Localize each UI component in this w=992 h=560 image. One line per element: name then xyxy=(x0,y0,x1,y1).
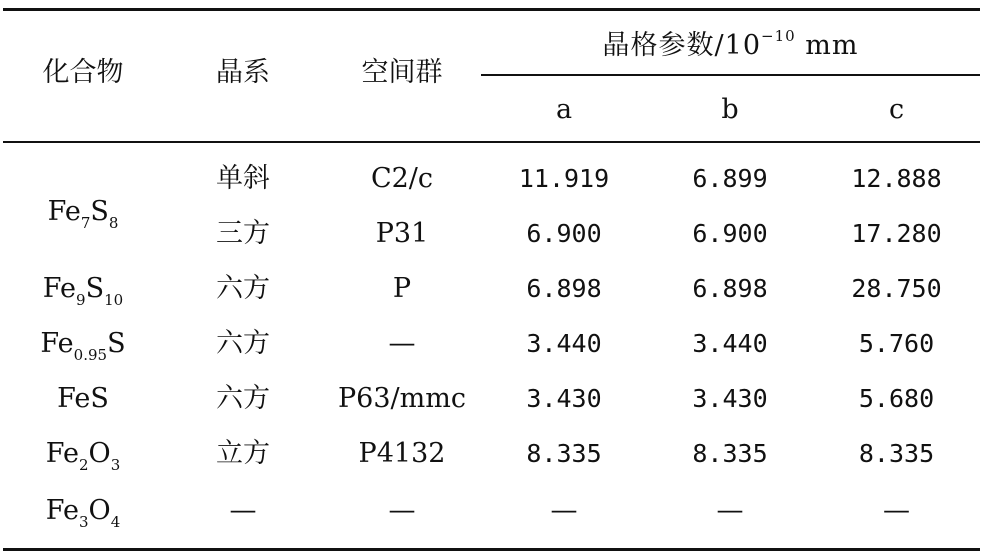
a-cell: 11.919 xyxy=(518,164,610,193)
space-group-cell: — xyxy=(388,328,416,359)
header-a: a xyxy=(555,94,573,125)
lattice-prefix: 晶格参数/10 xyxy=(602,30,761,61)
system-cell: 立方 xyxy=(216,438,270,469)
b-cell: 6.900 xyxy=(692,219,768,248)
b-cell: — xyxy=(716,495,744,526)
a-cell: 6.898 xyxy=(526,274,602,303)
system-cell: 六方 xyxy=(216,328,270,359)
compound-fes: FeS xyxy=(57,383,109,414)
header-crystal-system: 晶系 xyxy=(216,57,270,88)
lattice-exponent: −10 xyxy=(761,27,796,45)
lattice-header-rule xyxy=(481,74,980,76)
b-cell: 3.430 xyxy=(692,384,768,413)
b-cell: 8.335 xyxy=(692,439,768,468)
system-cell: 六方 xyxy=(216,273,270,304)
a-cell: 8.335 xyxy=(526,439,602,468)
c-cell: 12.888 xyxy=(851,164,942,193)
header-bottom-rule xyxy=(3,141,980,143)
space-group-cell: P31 xyxy=(375,218,429,249)
b-cell: 6.898 xyxy=(692,274,768,303)
space-group-cell: — xyxy=(388,495,416,526)
bottom-rule xyxy=(3,548,980,551)
system-cell: 单斜 xyxy=(216,163,270,194)
a-cell: — xyxy=(550,495,578,526)
top-rule xyxy=(3,8,980,11)
a-cell: 6.900 xyxy=(526,219,602,248)
c-cell: 28.750 xyxy=(851,274,942,303)
a-cell: 3.440 xyxy=(526,329,602,358)
system-cell: — xyxy=(229,495,257,526)
c-cell: 8.335 xyxy=(858,439,935,468)
space-group-cell: P63/mmc xyxy=(338,383,466,414)
a-cell: 3.430 xyxy=(526,384,602,413)
header-compound: 化合物 xyxy=(42,57,124,88)
b-cell: 3.440 xyxy=(692,329,768,358)
system-cell: 六方 xyxy=(216,383,270,414)
compound-fe2o3: $Fe_2O_3$ xyxy=(45,438,121,474)
compound-fe7s8: $Fe_7S_8$ xyxy=(47,196,119,232)
compound-fe095s: $Fe_{0.95}S$ xyxy=(40,328,126,364)
system-cell: 三方 xyxy=(216,218,270,249)
compound-fe3o4: $Fe_3O_4$ xyxy=(45,495,121,531)
b-cell: 6.899 xyxy=(692,164,768,193)
c-cell: 17.280 xyxy=(851,219,942,248)
header-b: b xyxy=(721,94,739,125)
header-lattice-parameters xyxy=(481,28,980,64)
space-group-cell: P4132 xyxy=(358,438,446,469)
c-cell: 5.680 xyxy=(858,384,935,413)
space-group-cell: P xyxy=(392,273,412,304)
lattice-unit: mm xyxy=(795,30,859,61)
compound-fe9s10: $Fe_9S_{10}$ xyxy=(42,273,124,309)
header-space-group: 空间群 xyxy=(361,57,443,88)
space-group-cell: C2/c xyxy=(370,163,434,194)
c-cell: — xyxy=(883,495,910,526)
c-cell: 5.760 xyxy=(858,329,935,358)
header-c: c xyxy=(888,94,905,125)
